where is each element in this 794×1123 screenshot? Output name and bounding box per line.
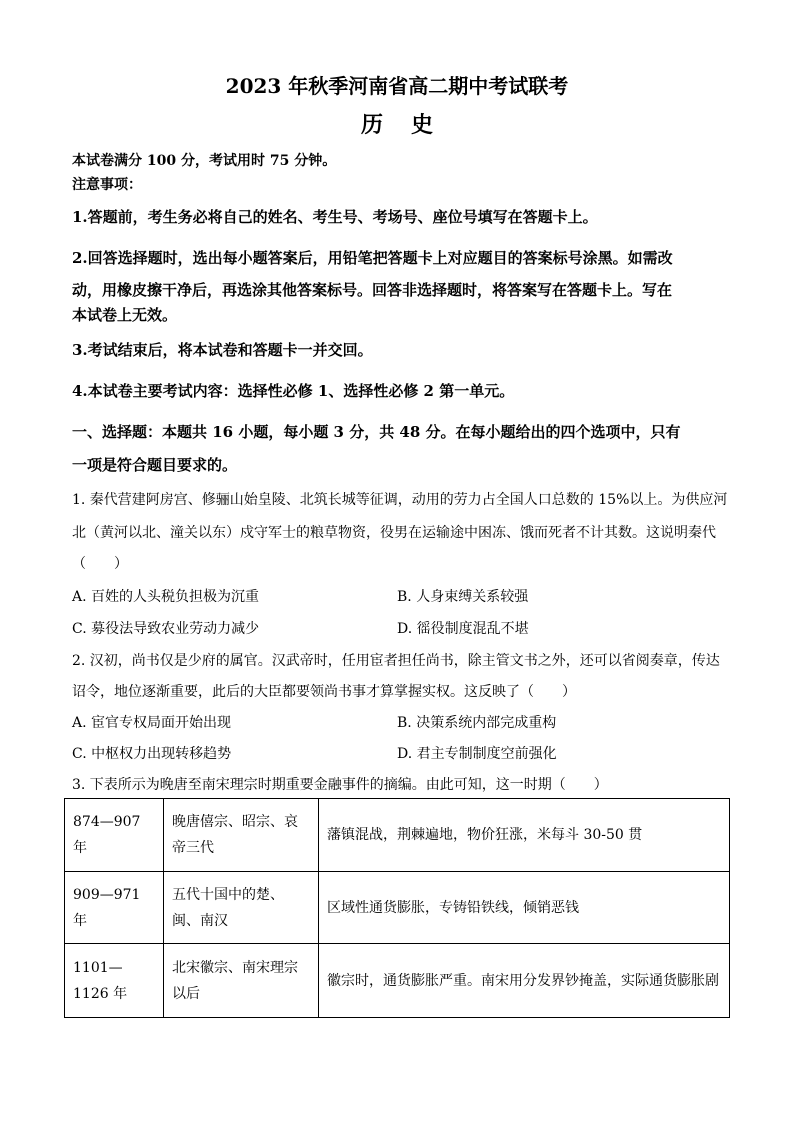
- rulers-cell: 晚唐僖宗、昭宗、哀帝三代: [164, 799, 319, 872]
- exam-title: 2023 年秋季河南省高二期中考试联考: [225, 74, 569, 98]
- q2-stem-line-2: 诏令，地位逐渐重要，此后的大臣都要领尚书事才算掌握实权。这反映了（ ）: [72, 684, 576, 700]
- score-info: 本试卷满分 100 分，考试用时 75 分钟。: [72, 153, 337, 169]
- note-2-line-3: 本试卷上无效。: [72, 306, 178, 324]
- q1-option-c: C. 募役法导致农业劳动力减少: [72, 621, 260, 637]
- q2-option-b: B. 决策系统内部完成重构: [397, 715, 557, 731]
- notes-heading: 注意事项：: [72, 177, 142, 193]
- rulers-cell: 北宋徽宗、南宋理宗以后: [164, 944, 319, 1018]
- event-cell: 区域性通货膨胀，专铸铅铁线，倾销恶钱: [319, 872, 730, 944]
- finance-events-table: [64, 798, 730, 1018]
- section-1-heading-line-1: 一、选择题：本题共 16 小题，每小题 3 分，共 48 分。在每小题给出的四个选项中，只有: [72, 423, 681, 441]
- q2-stem-line-1: 2. 汉初，尚书仅是少府的属官。汉武帝时，任用宦者担任尚书，除主管文书之外，还可以省阅奏章，传达: [72, 653, 720, 669]
- note-4: 4.本试卷主要考试内容：选择性必修 1、选择性必修 2 第一单元。: [72, 382, 515, 400]
- q1-option-d: D. 徭役制度混乱不堪: [397, 621, 529, 637]
- rulers-cell: 五代十国中的楚、闽、南汉: [164, 872, 319, 944]
- period-cell: 909—971 年: [65, 872, 164, 944]
- section-1-heading-line-2: 一项是符合题目要求的。: [72, 456, 238, 474]
- period-cell: 1101—1126 年: [65, 944, 164, 1018]
- q1-option-a: A. 百姓的人头税负担极为沉重: [72, 589, 260, 605]
- q2-option-c: C. 中枢权力出现转移趋势: [72, 746, 232, 762]
- q1-stem-line-2: 北（黄河以北、潼关以东）戍守军士的粮草物资，役男在运输途中困冻、饿而死者不计其数。这说明秦代: [72, 525, 716, 541]
- period-cell: 874—907 年: [65, 799, 164, 872]
- q1-option-b: B. 人身束缚关系较强: [397, 589, 529, 605]
- note-2-line-2: 动，用橡皮擦干净后，再选涂其他答案标号。回答非选择题时，将答案写在答题卡上。写在: [72, 281, 673, 299]
- event-cell: 徽宗时，通货膨胀严重。南宋用分发界钞掩盖，实际通货膨胀剧: [319, 944, 730, 1018]
- table-row: [65, 799, 730, 872]
- q1-stem-line-1: 1. 秦代营建阿房宫、修骊山始皇陵、北筑长城等征调，动用的劳力占全国人口总数的 15%以上。为供应河: [72, 492, 728, 508]
- q3-stem: 3. 下表所示为晚唐至南宋理宗时期重要金融事件的摘编。由此可知，这一时期（ ）: [72, 777, 608, 793]
- note-1: 1.答题前，考生务必将自己的姓名、考生号、考场号、座位号填写在答题卡上。: [72, 208, 598, 226]
- q2-option-a: A. 宦官专权局面开始出现: [72, 715, 232, 731]
- q1-stem-line-3: （ ）: [72, 556, 128, 572]
- subject-title: 历史: [360, 112, 461, 138]
- table-row: [65, 872, 730, 944]
- event-cell: 藩镇混战，荆棘遍地，物价狂涨，米每斗 30-50 贯: [319, 799, 730, 872]
- q2-option-d: D. 君主专制制度空前强化: [397, 746, 557, 762]
- note-3: 3.考试结束后，将本试卷和答题卡一并交回。: [72, 341, 373, 359]
- note-2-line-1: 2.回答选择题时，选出每小题答案后，用铅笔把答题卡上对应题目的答案标号涂黑。如需改: [72, 249, 673, 267]
- table-row: [65, 944, 730, 1018]
